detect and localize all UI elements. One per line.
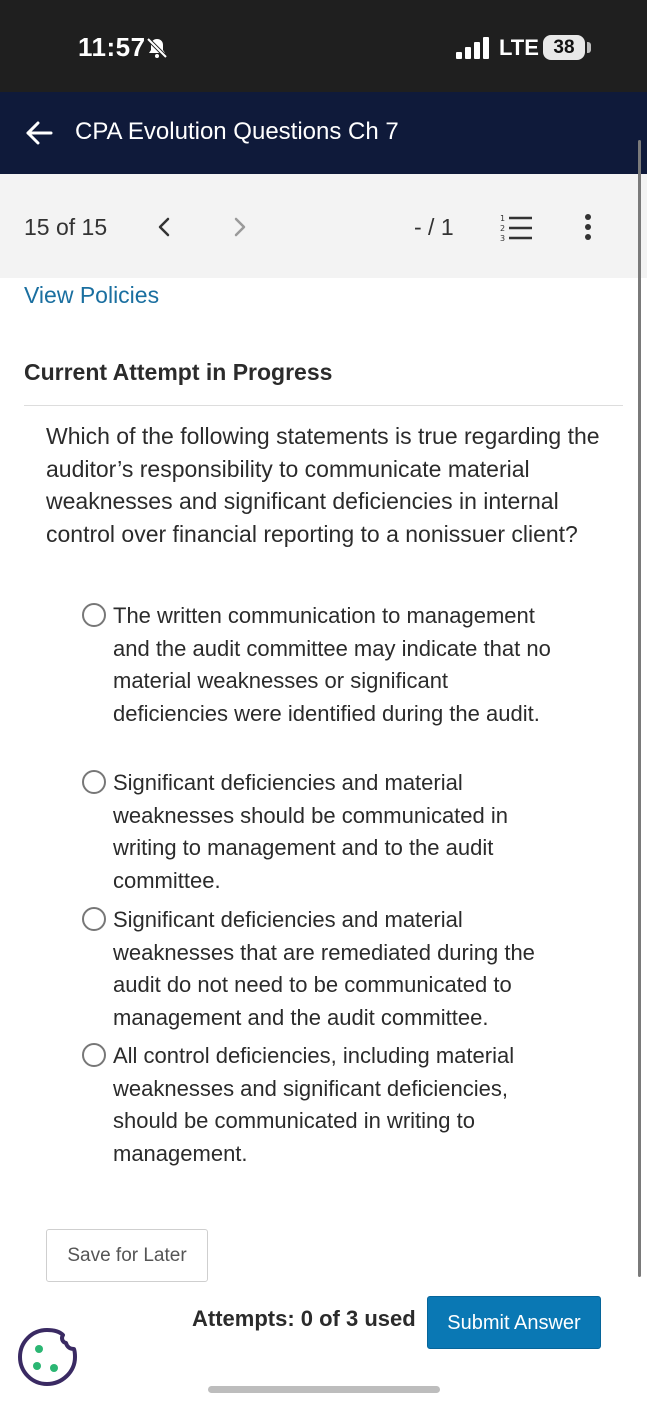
question-counter: 15 of 15 [24,214,108,240]
radio-button[interactable] [82,603,106,627]
radio-button[interactable] [82,770,106,794]
bell-off-icon [146,37,168,59]
app-header [0,92,647,174]
question-score: - / 1 [414,214,454,240]
radio-button[interactable] [82,907,106,931]
question-nav-bar [0,174,647,278]
attempt-heading: Current Attempt in Progress [24,359,333,385]
svg-text:3: 3 [500,234,506,242]
chevron-left-icon[interactable] [152,214,176,240]
choice-label: The written communication to management and the audit committee may indicate that no material weaknesses or significant deficiencies were identified during the audit. [113,603,551,726]
network-type: LTE [499,35,539,60]
attempts-counter: Attempts: 0 of 3 used [192,1306,416,1331]
cookie-icon[interactable] [16,1326,78,1388]
view-policies-link[interactable]: View Policies [24,282,160,308]
question-content [24,278,623,1373]
choice-label: Significant deficiencies and material weaknesses should be communicated in writing to management and to the audit committee. [113,770,509,893]
page-title: CPA Evolution Questions Ch 7 [75,118,399,145]
save-for-later-button[interactable]: Save for Later [46,1229,208,1282]
svg-text:2: 2 [500,224,506,233]
scrollbar[interactable] [638,140,641,1277]
question-text: Which of the following statements is true regarding the auditor’s responsibility to communicate material weaknesses and significant deficiencies in internal control over financial reporting to a nonissuer client? [46,423,600,547]
back-arrow-icon[interactable] [24,118,54,148]
submit-answer-button[interactable]: Submit Answer [427,1296,601,1349]
battery-indicator: 38 [543,35,585,60]
numbered-list-icon[interactable] [500,212,534,242]
choice-label: All control deficiencies, including material weaknesses and significant deficiencies, should be communicated in writing to management. [113,1043,515,1166]
status-bar [0,0,647,92]
divider [24,405,623,406]
battery-tip [587,42,591,53]
radio-button[interactable] [82,1043,106,1067]
signal-icon [456,37,490,59]
home-indicator [208,1386,440,1393]
choice-label: Significant deficiencies and material weaknesses that are remediated during the audit do not need to be communicated to management and the audit committee. [113,907,535,1030]
more-vertical-icon[interactable] [578,212,598,242]
status-time: 11:57 [78,32,146,62]
svg-text:1: 1 [500,214,506,223]
chevron-right-icon[interactable] [228,214,252,240]
